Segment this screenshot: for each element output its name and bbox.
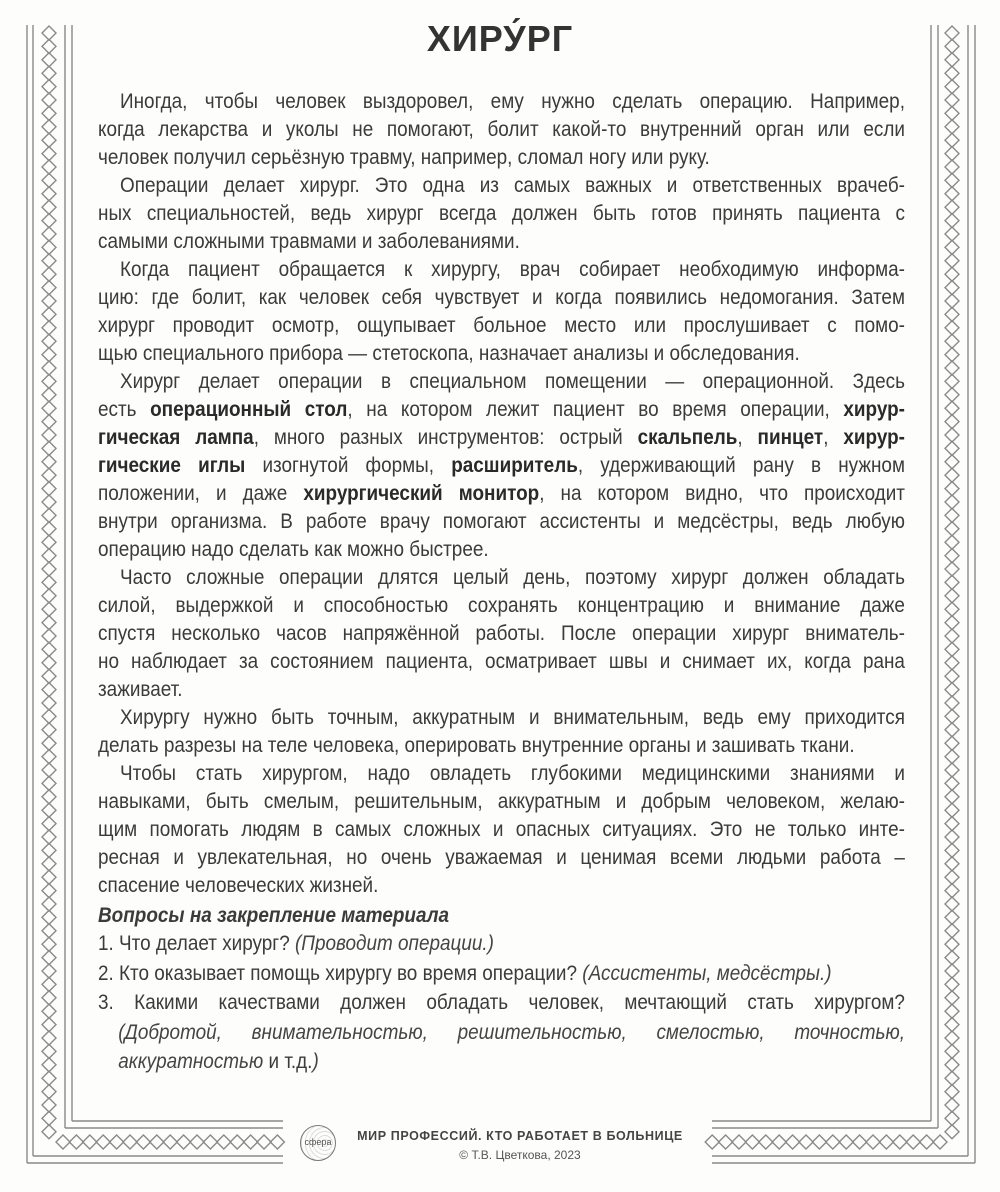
text-line: навыками, быть смелым, решительным, аккуратным и добрым человеком, желаю-	[98, 789, 905, 813]
border-diamond	[42, 281, 56, 295]
border-diamond	[42, 830, 56, 844]
border-diamond	[42, 750, 56, 764]
border-diamond	[42, 683, 56, 697]
border-diamond	[42, 884, 56, 898]
border-diamond	[163, 1135, 177, 1149]
border-diamond	[42, 147, 56, 161]
border-diamond	[42, 173, 56, 187]
border-diamond	[42, 482, 56, 496]
border-diamond	[945, 763, 959, 777]
border-diamond	[42, 227, 56, 241]
border-diamond	[945, 281, 959, 295]
border-diamond	[945, 1004, 959, 1018]
border-diamond	[945, 415, 959, 429]
text-segment: , на котором лежит пациент во время операции,	[347, 397, 844, 421]
border-diamond	[42, 468, 56, 482]
border-diamond	[945, 1031, 959, 1045]
border-diamond	[945, 66, 959, 80]
border-diamond	[42, 937, 56, 951]
text-line: спасение человеческих жизней.	[98, 873, 379, 897]
text-segment: положении, и даже	[98, 481, 304, 505]
text-line: но наблюдает за состоянием пациента, осматривает швы и снимает их, когда рана	[98, 649, 905, 673]
text-line	[98, 395, 905, 423]
border-diamond	[42, 1125, 56, 1139]
border-diamond	[945, 884, 959, 898]
border-diamond	[42, 843, 56, 857]
border-diamond	[945, 374, 959, 388]
border-diamond	[42, 629, 56, 643]
border-diamond	[945, 803, 959, 817]
text-segment: изогнутой формы,	[245, 453, 452, 477]
border-diamond	[42, 508, 56, 522]
text-line: операцию надо сделать как можно быстрее.	[98, 537, 489, 561]
text-line: Чтобы стать хирургом, надо овладеть глубокими медицинскими знаниями и	[120, 761, 905, 785]
border-diamond	[42, 549, 56, 563]
border-diamond	[42, 160, 56, 174]
border-diamond	[42, 910, 56, 924]
border-diamond	[42, 616, 56, 630]
question-line	[98, 1018, 905, 1048]
border-diamond	[42, 267, 56, 281]
border-diamond	[945, 1085, 959, 1099]
border-diamond	[96, 1135, 110, 1149]
bold-term: операционный стол	[150, 397, 348, 421]
article-body	[98, 87, 905, 1077]
question-line	[98, 1047, 905, 1077]
border-diamond	[42, 642, 56, 656]
border-diamond	[945, 1111, 959, 1125]
border-diamond	[42, 1018, 56, 1032]
border-diamond	[945, 482, 959, 496]
text-line: когда лекарства и уколы не помогают, болит какой-то внутренний орган или если	[98, 117, 905, 141]
text-line: спустя несколько часов напряжённой работы. После операции хирург вниматель-	[98, 621, 905, 645]
border-diamond	[945, 321, 959, 335]
border-diamond	[42, 562, 56, 576]
border-diamond	[945, 602, 959, 616]
border-diamond	[945, 388, 959, 402]
border-diamond	[945, 1058, 959, 1072]
border-diamond	[945, 93, 959, 107]
border-diamond	[42, 120, 56, 134]
question-line	[98, 929, 905, 959]
border-diamond	[177, 1135, 191, 1149]
border-diamond	[945, 549, 959, 563]
bold-term: гические иглы	[98, 453, 246, 477]
border-diamond	[42, 415, 56, 429]
border-diamond	[945, 642, 959, 656]
bold-term: пинцет	[757, 425, 824, 449]
page-title: ХИРУ́РГ	[426, 18, 574, 59]
border-diamond	[945, 991, 959, 1005]
border-diamond	[244, 1135, 258, 1149]
border-diamond	[745, 1135, 759, 1149]
border-diamond	[945, 1044, 959, 1058]
border-diamond	[866, 1135, 880, 1149]
border-diamond	[42, 254, 56, 268]
border-diamond	[42, 1058, 56, 1072]
border-diamond	[945, 709, 959, 723]
border-diamond	[945, 294, 959, 308]
border-diamond	[772, 1135, 786, 1149]
border-diamond	[945, 522, 959, 536]
border-diamond	[42, 977, 56, 991]
border-diamond	[42, 817, 56, 831]
border-diamond	[42, 1085, 56, 1099]
border-diamond	[945, 200, 959, 214]
border-diamond	[945, 817, 959, 831]
border-diamond	[786, 1135, 800, 1149]
question-text: и т.д.	[263, 1049, 313, 1073]
border-diamond	[42, 1111, 56, 1125]
border-diamond	[945, 495, 959, 509]
border-diamond	[42, 1098, 56, 1112]
border-diamond	[257, 1135, 271, 1149]
border-diamond	[42, 187, 56, 201]
border-diamond	[230, 1135, 244, 1149]
border-diamond	[42, 736, 56, 750]
border-diamond	[945, 776, 959, 790]
border-diamond	[933, 1135, 947, 1149]
text-line: делать разрезы на теле человека, оперировать внутренние органы и зашивать ткани.	[98, 733, 855, 757]
border-diamond	[945, 1071, 959, 1085]
border-diamond	[42, 455, 56, 469]
border-diamond	[705, 1135, 719, 1149]
border-diamond	[945, 1098, 959, 1112]
border-diamond	[839, 1135, 853, 1149]
questions-list	[98, 929, 905, 1077]
border-diamond	[42, 200, 56, 214]
border-diamond	[853, 1135, 867, 1149]
border-diamond	[203, 1135, 217, 1149]
border-diamond	[42, 334, 56, 348]
answer-text: (Ассистенты, медсёстры.)	[582, 960, 832, 985]
border-diamond	[42, 66, 56, 80]
border-diamond	[42, 897, 56, 911]
border-diamond	[945, 334, 959, 348]
text-line: щим помогать людям в самых сложных и опасных ситуациях. Это не только инте-	[98, 817, 905, 841]
bold-term: хирургический монитор	[303, 481, 540, 505]
copyright: © Т.В. Цветкова, 2023	[459, 1148, 581, 1162]
border-diamond	[42, 763, 56, 777]
border-diamond	[945, 1018, 959, 1032]
border-diamond	[945, 187, 959, 201]
answer-text: аккуратностью	[118, 1049, 264, 1073]
border-diamond	[42, 374, 56, 388]
text-segment: ,	[737, 425, 758, 449]
bold-term: расширитель	[451, 453, 578, 477]
text-line: заживает.	[98, 677, 183, 701]
question-text: 3. Какими качествами должен обладать человек, мечтающий стать хирургом?	[98, 990, 905, 1014]
border-diamond	[945, 870, 959, 884]
border-diamond	[906, 1135, 920, 1149]
border-diamond	[42, 133, 56, 147]
border-diamond	[150, 1135, 164, 1149]
border-diamond	[42, 80, 56, 94]
border-diamond	[945, 683, 959, 697]
border-diamond	[945, 951, 959, 965]
border-diamond	[879, 1135, 893, 1149]
border-diamond	[42, 495, 56, 509]
publisher-logo: сфера	[300, 1125, 336, 1161]
border-diamond	[945, 857, 959, 871]
border-diamond	[732, 1135, 746, 1149]
border-diamond	[945, 227, 959, 241]
border-diamond	[42, 924, 56, 938]
border-diamond	[110, 1135, 124, 1149]
border-diamond	[42, 1071, 56, 1085]
border-diamond	[42, 857, 56, 871]
border-diamond	[945, 790, 959, 804]
border-diamond	[42, 307, 56, 321]
border-diamond	[826, 1135, 840, 1149]
bold-term: гическая лампа	[98, 425, 254, 449]
text-line	[98, 423, 905, 451]
border-diamond	[945, 106, 959, 120]
text-line: человек получил серьёзную травму, например, сломал ногу или руку.	[98, 145, 710, 169]
border-diamond	[945, 254, 959, 268]
text-line: ных специальностей, ведь хирург всегда должен быть готов принять пациента с	[98, 201, 905, 225]
text-segment: , много разных инструментов: острый	[253, 425, 638, 449]
border-diamond	[42, 709, 56, 723]
border-diamond	[945, 441, 959, 455]
border-diamond	[945, 120, 959, 134]
border-diamond	[945, 562, 959, 576]
border-diamond	[945, 468, 959, 482]
border-diamond	[69, 1135, 83, 1149]
text-line: цию: где болит, как человек себя чувствует и когда появились недомогания. Затем	[98, 285, 905, 309]
text-line: Иногда, чтобы человек выздоровел, ему нужно сделать операцию. Например,	[120, 89, 905, 113]
border-diamond	[42, 991, 56, 1005]
border-diamond	[42, 106, 56, 120]
text-line: Хирург делает операции в специальном помещении — операционной. Здесь	[120, 369, 905, 393]
text-line: самыми сложными травмами и заболеваниями.	[98, 229, 520, 253]
border-diamond	[83, 1135, 97, 1149]
border-diamond	[945, 924, 959, 938]
bold-term: хирур-	[843, 425, 905, 449]
border-diamond	[42, 321, 56, 335]
border-diamond	[945, 401, 959, 415]
border-diamond	[42, 93, 56, 107]
border-diamond	[799, 1135, 813, 1149]
question-text: 2. Кто оказывает помощь хирургу во время операции?	[98, 960, 583, 985]
border-diamond	[42, 240, 56, 254]
border-diamond	[945, 629, 959, 643]
border-diamond	[42, 602, 56, 616]
border-diamond	[945, 214, 959, 228]
book-title: МИР ПРОФЕССИЙ. КТО РАБОТАЕТ В БОЛЬНИЦЕ	[357, 1129, 683, 1143]
border-diamond	[945, 455, 959, 469]
border-diamond	[270, 1135, 284, 1149]
border-diamond	[42, 575, 56, 589]
border-diamond	[812, 1135, 826, 1149]
border-diamond	[42, 1004, 56, 1018]
border-diamond	[945, 147, 959, 161]
border-diamond	[945, 267, 959, 281]
answer-text: (Добротой, внимательностью, решительностью, смелостью, точностью,	[118, 1019, 905, 1044]
border-diamond	[217, 1135, 231, 1149]
border-diamond	[42, 656, 56, 670]
text-line: внутри организма. В работе врачу помогают ассистенты и медсёстры, ведь любую	[98, 509, 905, 533]
text-line: силой, выдержкой и способностью сохранять концентрацию и внимание даже	[98, 593, 905, 617]
border-diamond	[123, 1135, 137, 1149]
border-diamond	[945, 348, 959, 362]
border-diamond	[42, 361, 56, 375]
border-diamond	[42, 401, 56, 415]
answer-text: (Проводит операции.)	[294, 931, 494, 955]
text-line: хирург проводит осмотр, ощупывает больное место или прослушивает с помо-	[98, 313, 905, 337]
border-diamond	[42, 803, 56, 817]
border-diamond	[42, 388, 56, 402]
border-diamond	[719, 1135, 733, 1149]
text-line	[98, 451, 905, 479]
border-diamond	[945, 361, 959, 375]
text-segment: , удерживающий рану в нужном	[577, 453, 905, 477]
text-line: Операции делает хирург. Это одна из самых важных и ответственных врачеб-	[120, 173, 905, 197]
border-diamond	[42, 951, 56, 965]
question-text: 1. Что делает хирург?	[98, 931, 295, 955]
border-diamond	[945, 977, 959, 991]
border-diamond	[42, 1031, 56, 1045]
border-diamond	[42, 1044, 56, 1058]
border-diamond	[945, 937, 959, 951]
text-segment: ,	[823, 425, 844, 449]
border-diamond	[42, 428, 56, 442]
text-line: Часто сложные операции длятся целый день, поэтому хирург должен обладать	[120, 565, 905, 589]
border-diamond	[42, 723, 56, 737]
border-diamond	[42, 776, 56, 790]
question-line	[98, 959, 905, 989]
bold-term: хирур-	[843, 397, 905, 421]
border-diamond	[945, 696, 959, 710]
border-diamond	[945, 843, 959, 857]
border-diamond	[945, 750, 959, 764]
border-diamond	[42, 294, 56, 308]
border-diamond	[945, 508, 959, 522]
text-line: Когда пациент обращается к хирургу, врач собирает необходимую информа-	[120, 257, 905, 281]
border-diamond	[945, 616, 959, 630]
border-diamond	[42, 535, 56, 549]
text-segment: , на котором видно, что происходит	[539, 481, 905, 505]
border-diamond	[945, 964, 959, 978]
border-diamond	[945, 307, 959, 321]
border-diamond	[945, 575, 959, 589]
border-diamond	[945, 535, 959, 549]
border-diamond	[945, 910, 959, 924]
border-diamond	[945, 80, 959, 94]
paragraphs	[98, 87, 905, 899]
border-diamond	[893, 1135, 907, 1149]
border-diamond	[945, 589, 959, 603]
border-diamond	[190, 1135, 204, 1149]
border-diamond	[42, 214, 56, 228]
border-diamond	[42, 589, 56, 603]
border-diamond	[945, 830, 959, 844]
border-diamond	[42, 669, 56, 683]
border-diamond	[56, 1135, 70, 1149]
border-diamond	[42, 522, 56, 536]
border-diamond	[945, 160, 959, 174]
answer-text: )	[312, 1049, 319, 1073]
text-segment: есть	[98, 397, 151, 421]
border-diamond	[136, 1135, 150, 1149]
border-diamond	[42, 964, 56, 978]
question-line	[98, 988, 905, 1018]
border-diamond	[945, 897, 959, 911]
bold-term: скальпель	[637, 425, 738, 449]
border-diamond	[759, 1135, 773, 1149]
border-diamond	[945, 656, 959, 670]
border-diamond	[945, 736, 959, 750]
border-diamond	[945, 669, 959, 683]
border-diamond	[945, 133, 959, 147]
border-diamond	[42, 348, 56, 362]
border-diamond	[945, 173, 959, 187]
border-diamond	[945, 428, 959, 442]
border-diamond	[42, 790, 56, 804]
text-line: Хирургу нужно быть точным, аккуратным и внимательным, ведь ему приходится	[120, 705, 905, 729]
text-line	[98, 479, 905, 507]
questions-heading: Вопросы на закрепление материала	[98, 903, 450, 927]
text-line: щью специального прибора — стетоскопа, назначает анализы и обследования.	[98, 341, 800, 365]
text-line: ресная и увлекательная, но очень уважаемая и ценимая всеми людьми работа –	[98, 845, 905, 869]
border-diamond	[945, 1125, 959, 1139]
border-diamond	[945, 240, 959, 254]
border-diamond	[920, 1135, 934, 1149]
border-diamond	[42, 441, 56, 455]
border-diamond	[42, 870, 56, 884]
border-diamond	[42, 696, 56, 710]
border-diamond	[945, 723, 959, 737]
